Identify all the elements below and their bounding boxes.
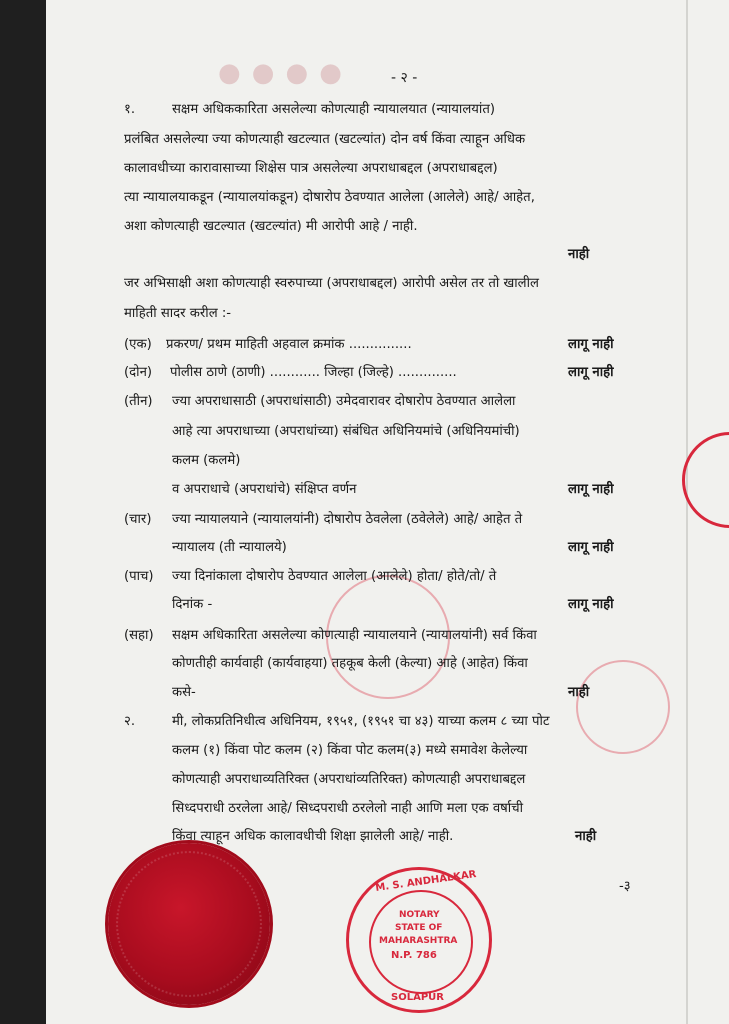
item-pach-label: (पाच): [124, 569, 154, 584]
clause1-number: १.: [124, 102, 136, 117]
notary-state-of: STATE OF: [395, 923, 443, 933]
item-saha-line-3: कसे-: [172, 685, 196, 700]
clause2-line-3: कोणत्याही अपराधाव्यतिरिक्त (अपराधांव्यतिरिक्त) कोणत्याही अपराधाबद्दल: [172, 772, 526, 787]
document-page: [46, 0, 729, 1024]
item-saha-line-2: कोणतीही कार्यवाही (कार्यवाहया) तहकूब केली (केल्या) आहे (आहेत) किंवा: [172, 656, 528, 671]
item-pach-answer: लागू नाही: [568, 597, 614, 612]
item-ek-text: प्रकरण/ प्रथम माहिती अहवाल क्रमांक ...............: [166, 337, 412, 352]
item-pach-line-1: ज्या दिनांकाला दोषारोप ठेवण्यात आलेला (आलेले) होता/ होते/तो/ ते: [172, 569, 497, 584]
clause1-line-3: कालावधीच्या कारावासाच्या शिक्षेस पात्र असलेल्या अपराधाबद्दल (अपराधाबद्दल): [124, 161, 498, 176]
notary-stamp: [346, 867, 492, 1013]
item-ek-label: (एक): [124, 337, 152, 352]
notary-place: SOLAPUR: [391, 992, 444, 1003]
notary-number: N.P. 786: [391, 950, 437, 961]
notary-name: M. S. ANDHALKAR: [374, 868, 478, 895]
clause2-line-2: कलम (१) किंवा पोट कलम (२) किंवा पोट कलम(३) मध्ये समावेश केलेल्या: [172, 743, 528, 758]
item-don-label: (दोन): [124, 365, 153, 380]
item-saha-label: (सहा): [124, 628, 154, 643]
clause1-line-2: प्रलंबित असलेल्या ज्या कोणत्याही खटल्यात (खटल्यांत) दोन वर्ष किंवा त्याहून अधिक: [124, 132, 526, 147]
faint-stamp-impression-2: [576, 660, 670, 754]
clause1-answer: नाही: [568, 247, 590, 262]
edge-stamp-partial: [682, 432, 729, 528]
item-don-answer: लागू नाही: [568, 365, 614, 380]
clause2-line-1: मी, लोकप्रतिनिधीत्व अधिनियम, १९५१, (१९५१ चा ४३) याच्या कलम ८ च्या पोट: [172, 714, 550, 729]
clause1-line-1: सक्षम अधिककारिता असलेल्या कोणत्याही न्यायालयात (न्यायालयांत): [172, 102, 496, 117]
intro-line-1: जर अभिसाक्षी अशा कोणत्याही स्वरुपाच्या (अपराधाबद्दल) आरोपी असेल तर तो खालील: [124, 276, 539, 291]
page-fold-line: [686, 0, 688, 1024]
item-saha-line-1: सक्षम अधिकारिता असलेल्या कोणत्याही न्यायालयाने (न्यायालयांनी) सर्व किंवा: [172, 628, 537, 643]
item-saha-answer: नाही: [568, 685, 590, 700]
intro-line-2: माहिती सादर करील :-: [124, 306, 232, 321]
item-ek-answer: लागू नाही: [568, 337, 614, 352]
item-teen-line-3: कलम (कलमे): [172, 453, 241, 468]
item-teen-line-2: आहे त्या अपराधाच्या (अपराधांच्या) संबंधित अधिनियमांचे (अधिनियमांची): [172, 424, 520, 439]
item-pach-line-2: दिनांक -: [172, 597, 213, 612]
item-char-line-2: न्यायालय (ती न्यायालये): [172, 540, 287, 555]
clause2-line-4: सिध्दपराधी ठरलेला आहे/ सिध्दपराधी ठरलेलो नाही आणि मला एक वर्षाची: [172, 801, 523, 816]
clause2-number: २.: [124, 714, 136, 729]
clause1-line-4: त्या न्यायालयाकडून (न्यायालयांकडून) दोषारोप ठेवण्यात आलेला (आलेले) आहे/ आहेत,: [124, 190, 535, 205]
notary-title: NOTARY: [399, 910, 440, 920]
clause1-line-5: अशा कोणत्याही खटल्यात (खटल्यांत) मी आरोपी आहे / नाही.: [124, 219, 418, 234]
clause2-line-5: किंवा त्याहून अधिक कालावधीची शिक्षा झालेली आहे/ नाही.: [172, 829, 454, 844]
item-teen-answer: लागू नाही: [568, 482, 614, 497]
show-through-text: ● ● ● ●: [218, 58, 343, 88]
item-teen-label: (तीन): [124, 394, 153, 409]
red-wax-seal: [108, 843, 270, 1005]
item-char-line-1: ज्या न्यायालयाने (न्यायालयांनी) दोषारोप ठेवलेला (ठवेलेले) आहे/ आहेत ते: [172, 512, 523, 527]
item-don-text: पोलीस ठाणे (ठाणी) ............ जिल्हा (जिल्हे) ..............: [170, 365, 457, 380]
clause2-answer: नाही: [575, 829, 597, 844]
item-char-answer: लागू नाही: [568, 540, 614, 555]
page-number: - २ -: [391, 70, 418, 86]
item-teen-line-1: ज्या अपराधासाठी (अपराधांसाठी) उमेदवारावर दोषारोप ठेवण्यात आलेला: [172, 394, 516, 409]
item-char-label: (चार): [124, 512, 152, 527]
item-teen-line-4: व अपराधाचे (अपराधांचे) संक्षिप्त वर्णन: [172, 482, 357, 497]
notary-state: MAHARASHTRA: [379, 936, 458, 946]
continuation-mark: -३: [619, 879, 631, 894]
